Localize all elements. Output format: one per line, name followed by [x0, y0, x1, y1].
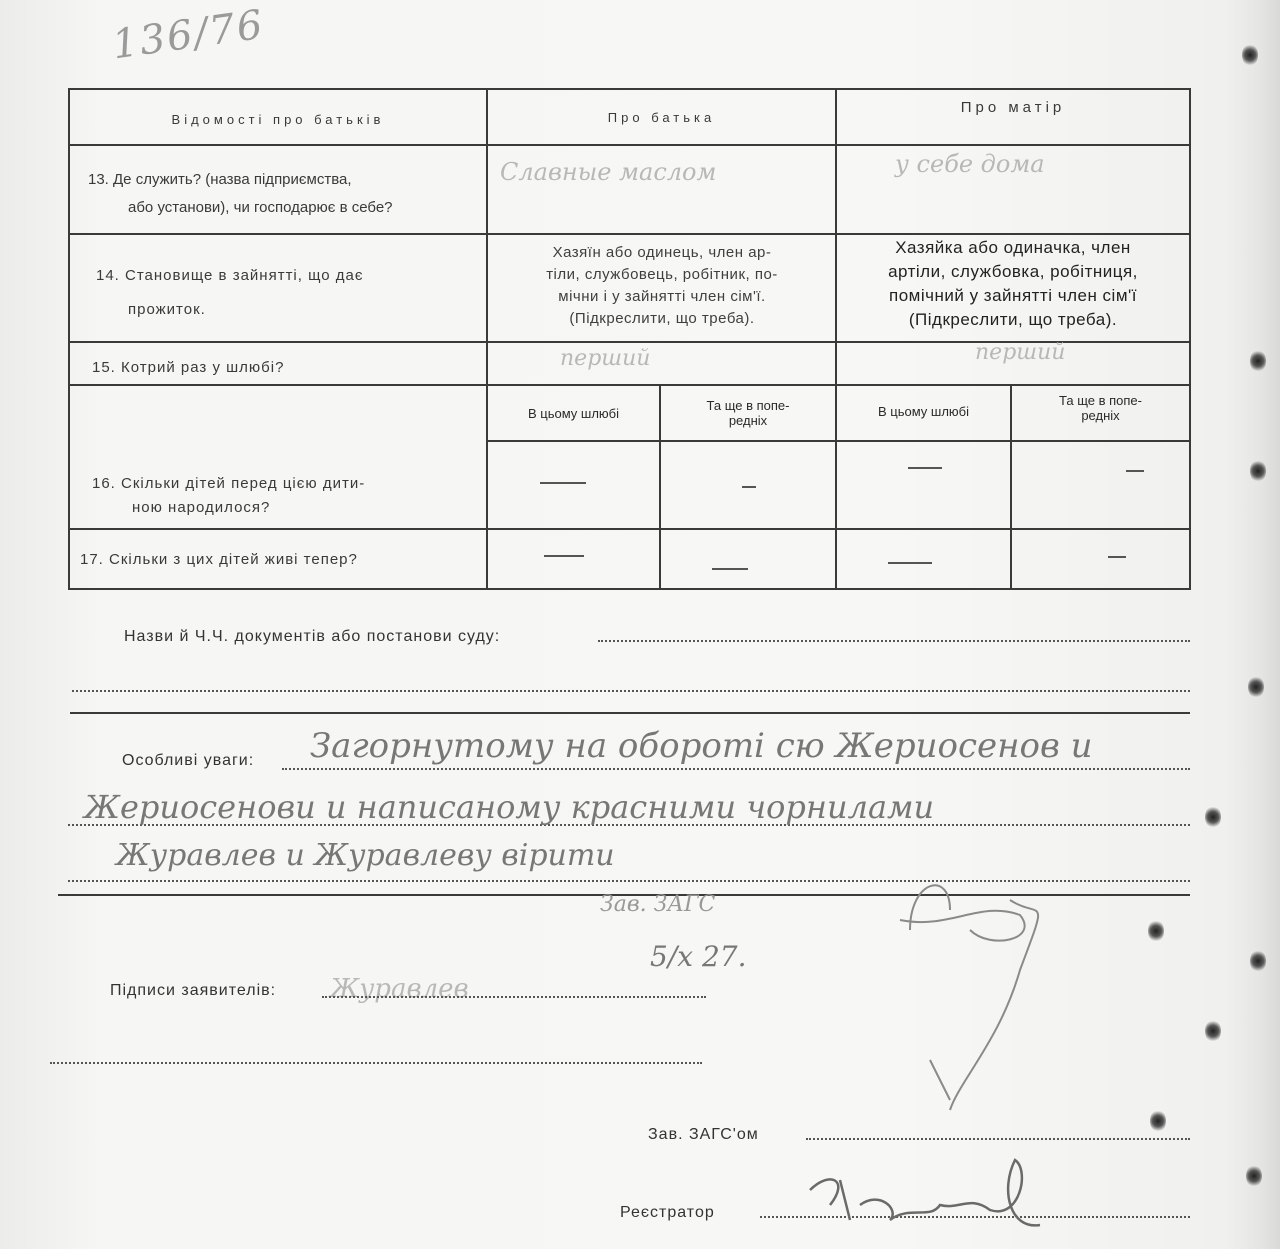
q14-label-line2: прожиток.: [128, 301, 206, 318]
q14-mother-line3: помічний у зайнятті член сім'ї: [889, 286, 1137, 305]
documents-label: Назви й Ч.Ч. документів або постанови суду:: [124, 628, 501, 645]
punch-hole-4: [1248, 676, 1264, 698]
q17-father-prev-dash: [712, 568, 748, 570]
q16-mother-this-marriage: В цьому шлюбі: [877, 404, 970, 419]
q16-label-line1: 16. Скільки дітей перед цією дити-: [92, 475, 366, 492]
notes-line-1: [282, 768, 1190, 770]
q14-mother-options: [840, 236, 1186, 332]
applicants-signature: Журавлев: [330, 974, 469, 1004]
punch-hole-3: [1250, 460, 1266, 482]
row16-bottom: [68, 528, 1190, 530]
applicants-label: Підписи заявителів:: [110, 982, 277, 999]
notes-stamp-line1: Зав. ЗАГС: [600, 892, 716, 917]
q16-father-this-dash: [540, 482, 586, 484]
table-right-border: [1189, 88, 1191, 590]
documents-section-divider: [70, 712, 1190, 714]
table-bottom-border: [68, 588, 1190, 590]
q13-mother-handwriting: у себе дома: [895, 150, 1045, 178]
q15-label: 15. Котрий раз у шлюбі?: [92, 359, 285, 376]
header-father: Про батька: [607, 110, 716, 125]
applicants-line-2: [50, 1062, 702, 1064]
q16-label-line2: ною народилося?: [132, 499, 271, 516]
q14-father-line4: (Підкреслити, що треба).: [569, 310, 755, 327]
q16-father-this-marriage: В цьому шлюбі: [527, 406, 620, 421]
q14-mother-line2: артіли, службовка, робітниця,: [888, 262, 1138, 281]
q16-mother-this-dash: [908, 467, 942, 469]
q14-father-options: [492, 242, 832, 330]
table-left-border: [68, 88, 70, 590]
q16-father-previous-l2: редніх: [728, 413, 768, 428]
q13-label-line1: 13. Де служить? (назва підприємства,: [88, 171, 352, 188]
q14-father-line2: тіли, службовець, робітник, по-: [546, 266, 778, 283]
q16-father-prev-dash: [742, 486, 756, 488]
q17-mother-this-dash: [888, 562, 932, 564]
q15-mother-handwriting: перший: [975, 340, 1066, 365]
header-parents-info: Відомості про батьків: [171, 112, 385, 127]
q16-mother-previous-l2: редніх: [1081, 408, 1120, 423]
punch-hole-5: [1205, 806, 1221, 828]
q16-father-previous-l1: Та ще в попе-: [706, 398, 790, 413]
registry-head-label: Зав. ЗАГС'ом: [648, 1126, 759, 1143]
q13-father-handwriting: Славные маслом: [500, 158, 717, 186]
row15-bottom: [68, 384, 1190, 386]
q14-father-line3: мічни і у зайнятті член сім'ї.: [558, 288, 766, 305]
q17-label: 17. Скільки з цих дітей живі тепер?: [80, 551, 358, 568]
binding-edge: [1225, 0, 1280, 1249]
q16-mother-previous: [1012, 393, 1189, 423]
notes-handwriting-line3: Журавлев и Журавлеву вірити: [116, 838, 615, 873]
q17-father-this-dash: [544, 555, 584, 557]
q14-mother-line4: (Підкреслити, що треба).: [908, 310, 1118, 329]
punch-hole-8: [1205, 1020, 1221, 1042]
head-signature: [890, 860, 1060, 1120]
row13-bottom: [68, 233, 1190, 235]
table-header-bottom: [68, 144, 1190, 146]
punch-hole-6: [1148, 920, 1164, 942]
header-mother: Про матір: [960, 99, 1066, 116]
q15-father-handwriting: перший: [560, 346, 651, 371]
archive-number: 136/76: [109, 1, 268, 69]
col-divider-1: [486, 88, 488, 590]
registrar-signature: [790, 1150, 1050, 1240]
punch-hole-10: [1246, 1165, 1262, 1187]
punch-hole-9: [1150, 1110, 1166, 1132]
q16-father-previous: [661, 398, 835, 428]
notes-handwriting-line1: Загорнутому на обороті сю Жериосенов и: [310, 726, 1093, 766]
row16-sub-bottom: [488, 440, 1190, 442]
documents-line-2: [72, 690, 1190, 692]
punch-hole-7: [1250, 950, 1266, 972]
q17-mother-prev-dash: [1108, 556, 1126, 558]
q14-label-line1: 14. Становище в зайнятті, що дає: [96, 267, 364, 284]
punch-hole-2: [1250, 350, 1266, 372]
documents-line-1: [598, 640, 1190, 642]
registry-head-line: [806, 1138, 1190, 1140]
applicants-line-1: [322, 996, 706, 998]
notes-handwriting-line2: Жериосенови и написаному красними чорнилами: [84, 788, 935, 826]
q16-mother-previous-l1: Та ще в попе-: [1059, 393, 1142, 408]
special-notes-label: Особливі уваги:: [122, 752, 255, 769]
q14-father-line1: Хазяїн або одинець, член ар-: [552, 244, 772, 261]
q16-mother-prev-dash: [1126, 470, 1144, 472]
punch-hole-1: [1242, 44, 1258, 66]
table-top-border: [68, 88, 1190, 90]
q13-label-line2: або установи), чи господарює в себе?: [128, 199, 393, 216]
registrar-label: Реєстратор: [620, 1204, 715, 1221]
notes-stamp-date: 5/x 27.: [650, 940, 747, 973]
col-divider-2: [835, 88, 837, 590]
q14-mother-line1: Хазяйка або одиначка, член: [895, 238, 1131, 257]
